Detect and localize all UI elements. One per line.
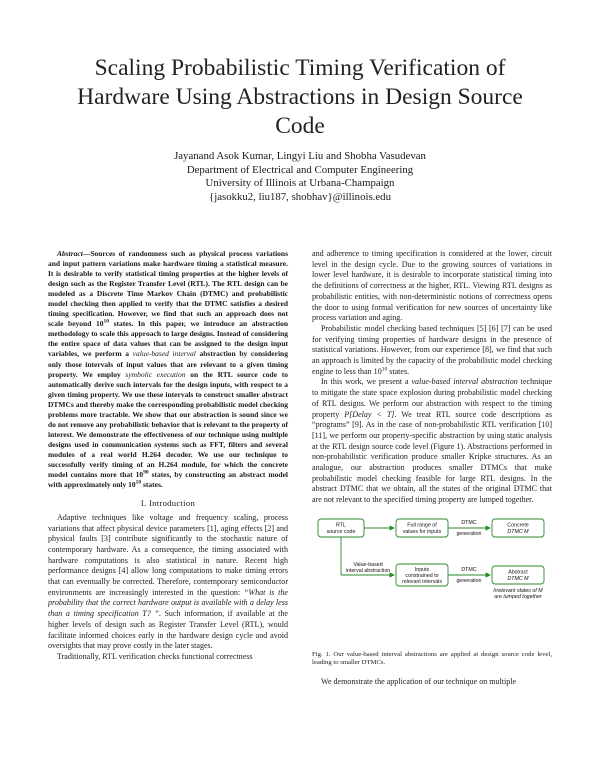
author-names: Jayanand Asok Kumar, Lingyi Liu and Shobha Vasudevan — [174, 150, 426, 162]
box-full-label-1: Full range of — [407, 522, 437, 529]
left-column — [48, 249, 288, 663]
label-generation-bottom: generation — [456, 577, 482, 584]
abstract-text-4: on the RTL source code to automatically derive such intervals for the design inputs, with respect to a given timing property. We use these intervals to construct smaller abstract DTMCs and thereby make the corresponding probabilistic model checking problems more tractable. We show that our abstraction is sound since we do not remove any probabilistic behavior that is relevant to the property of interest. We demonstrate the effectiveness of our technique using multiple designs used in communication systems such as FFT, filters and several modules of a real world H.264 decoder. We use our technique to successfully verify timing of an H.264 module, for which the concrete model contains more that 10 — [48, 369, 288, 480]
box-abstract-label-1: Abstract — [508, 569, 528, 576]
label-dtmc-top: DTMC — [461, 519, 477, 526]
box-concrete-label-2: DTMC M — [507, 528, 529, 535]
abstract-exponent-2: 90 — [143, 469, 149, 476]
abstract-exponent-3: 10 — [135, 479, 142, 486]
intro-p3-text-a: Probabilistic model checking based techniques [5] [6] [7] can be used for verifying timing properties of hardware designs in the presence of statistical variations. However, from our experience [8], we find that such an approach is limited by the capacity of the probabilistic model checking engine to less than 10 — [312, 323, 552, 376]
intro-p1-question: “What is the probability that the correct hardware output is available with a delay less than a timing specification T? ” — [48, 587, 288, 619]
abstract-exponent-1: 10 — [103, 318, 109, 325]
intro-p4-text-c: . We treat RTL source code descriptions as “programs” [9]. As in the case of non-probabilistic RTL verification [10] [11], we perform our property-specific abstraction by using static analysis at the RTL design source code level (Figure 1). Abstractions performed in non-probabilistic verification produce smaller Kripke structures. As an analogue, our abstraction produces smaller DTMCs that make probabilistic model checking feasible for large RTL designs. In the abstract DTMC that we obtain, all the states of the original DTMC that are not relevant to the specified timing property are lumped together. — [312, 409, 552, 505]
label-irrelevant-1: Irrelevant states of M — [493, 587, 543, 594]
box-inputs-label-2: constrained to — [405, 572, 439, 579]
abstract-text-6: states. — [141, 480, 163, 490]
intro-paragraph-1 — [48, 513, 288, 652]
author-university: University of Illinois at Urbana-Champaign — [205, 177, 395, 190]
intro-p3-text-b: states. — [387, 366, 410, 376]
section-heading-introduction: I. Introduction — [140, 498, 196, 509]
figure-1 — [312, 511, 552, 647]
abstract-italic-1: value-based interval — [132, 349, 196, 359]
figure-1-caption: Fig. 1. Our value-based interval abstractions are applied at design source code level, leading to smaller DTMCs. — [312, 650, 552, 667]
intro-p4-italic: value-based interval abstraction — [411, 377, 518, 387]
abstract-text-1: —Sources of randomness such as physical process variations and input pattern variations make hardware timing a statistical measure. It is desirable to verify statistical timing properties at the higher levels of design such as the Register Transfer Level (RTL). The RTL design can be modeled as a Discrete Time Markov Chain (DTMC) and probabilistic model checking then applied to verify that the DTMC satisfies a desired timing specification. However, we find that such an approach does not scale beyond 10 — [48, 249, 288, 329]
abstract-text-2: states. In this paper, we introduce an abstraction methodology to scale this approach to large designs. Instead of considering the entire space of data values that can be assigned to the design input variables, we perform a — [48, 319, 288, 359]
box-rtl-label: RTL — [336, 522, 346, 529]
abstract-text-3: abstraction by considering only those intervals of input values that are relevant to a given timing property. We employ — [48, 349, 288, 379]
abstract — [48, 249, 288, 490]
intro-p4-text-b: technique to mitigate the state space explosion during probabilistic model checking of RTL designs. We perform our abstraction with respect to the timing property — [312, 377, 553, 419]
intro-p4-property: P[Delay < T] — [344, 409, 395, 419]
abstract-italic-2: symbolic execution — [125, 369, 186, 379]
abstract-label: Abstract — [57, 249, 83, 258]
intro-p1-text-b: . Such information, if available at the higher levels of design such as Register Transfer Level (RTL), would facilitate informed choices early in the hardware design cycle and avoid oversights that may prove costly in the later stages. — [48, 609, 288, 651]
right-column — [312, 249, 552, 688]
author-department: Department of Electrical and Computer Engineering — [186, 163, 414, 176]
intro-paragraph-5-start: We demonstrate the application of our technique on multiple — [321, 676, 517, 686]
paper-title: Scaling Probabilistic Timing Verification of Hardware Using Abstractions in Design Source Code — [77, 55, 523, 139]
box-full-label-2: values for inputs — [402, 528, 442, 535]
label-dtmc-bottom: DTMC — [461, 566, 477, 573]
intro-p1-text-a: Adaptive techniques like voltage and frequency scaling, process variations that affect physical device parameters [1], aging effects [2] and physical faults [3] contribute significantly to the stochastic nature of contemporary hardware. As a consequence, the timing associated with hardware computations is also statistical in nature. Recent high performance designs [4] allow long computations to make timing errors that can eventually be corrected. Therefore, contemporary semiconductor environments are increasingly interested in the question: — [48, 512, 288, 597]
box-concrete-label-1: Concrete — [507, 522, 529, 529]
box-inputs-label-3: relevant intervals — [401, 578, 443, 585]
box-rtl-label-2: source code — [326, 528, 356, 535]
intro-paragraph-4 — [312, 377, 552, 505]
intro-paragraph-2-continued: and adherence to timing specification is considered at the lower, circuit level in the design cycle. Due to the growing sources of variations in lower level hardware, it is desirable to incorporate statistical timing into the definitions of correctness at the higher, RTL. Viewing RTL designs as probabilistic entities, with non-deterministic notions of correctness opens the door to using formal verification for new sources of uncertainty like process variation and aging. — [312, 249, 552, 323]
intro-paragraph-2-start: Traditionally, RTL verification checks functional correctness — [57, 651, 253, 661]
author-emails: {jasokku2, liu187, shobhav}@illinois.edu — [209, 190, 391, 203]
intro-paragraph-3 — [312, 324, 552, 378]
figure-1-diagram — [312, 511, 552, 647]
intro-p3-exponent: 10 — [381, 366, 388, 373]
author-block — [100, 150, 500, 204]
box-inputs-label-1: Inputs — [414, 566, 430, 573]
label-value-based-1: Value-based — [353, 561, 383, 568]
box-abstract-label-2: DTMC M — [507, 575, 529, 582]
label-generation-top: generation — [456, 530, 482, 537]
label-value-based-2: interval abstraction — [345, 567, 391, 574]
abstract-text-5: states, by constructing an abstract model with approximately only 10 — [48, 470, 288, 490]
label-irrelevant-2: are lumped together — [494, 593, 542, 600]
intro-p4-text-a: In this work, we present a — [321, 377, 412, 387]
